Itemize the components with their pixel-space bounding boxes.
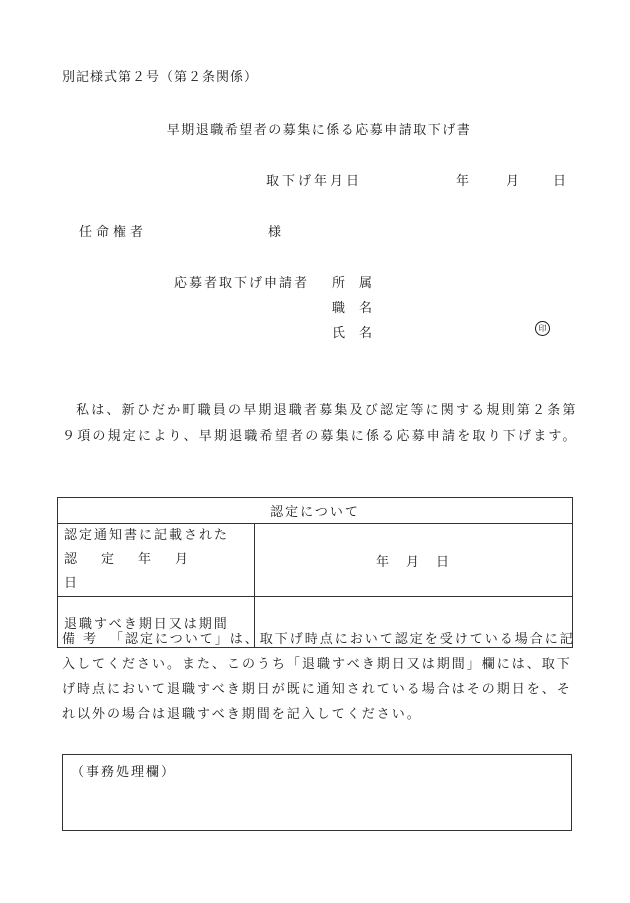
applicant-label: 応募者取下げ申請者 [174, 276, 310, 291]
certification-date-label-line2: 認定年月日 [64, 552, 213, 591]
date-day-label: 日 [553, 174, 567, 189]
addressee-honorific: 様 [268, 225, 282, 240]
name-label: 氏名 [332, 326, 387, 341]
certification-date-label-line1: 認定通知書に記載された [64, 528, 230, 543]
withdrawal-date-label: 取下げ年月日 [266, 174, 363, 189]
retirement-date-label: 退職すべき期日又は期間 [58, 597, 255, 648]
office-use-box [62, 754, 572, 831]
document-title: 早期退職希望者の募集に係る応募申請取下げ書 [166, 123, 472, 138]
certification-date-value: 年 月 日 [255, 524, 573, 597]
position-label: 職名 [332, 301, 387, 316]
seal-icon: 印 [535, 321, 550, 336]
date-month-label: 月 [506, 174, 520, 189]
notes-text: 「認定について」は、取下げ時点において認定を受けている場合に記入してください。また、このうち「退職すべき期日又は期間」欄には、取下げ時点において退職すべき期日が既に通知されている場合はその期日を、それ以外の場合は退職すべき期間を記入してください。 [62, 632, 575, 722]
certification-date-label [58, 524, 255, 597]
form-number: 別記様式第２号（第２条関係） [62, 70, 259, 85]
certification-table-header: 認定について [58, 498, 573, 524]
date-year-label: 年 [456, 174, 470, 189]
declaration-text: 私は、新ひだか町職員の早期退職者募集及び認定等に関する規則第２条第９項の規定により、早期退職希望者の募集に係る応募申請を取り下げます。 [62, 403, 578, 444]
affiliation-label: 所属 [332, 276, 387, 291]
addressee-label: 任命権者 [79, 225, 148, 240]
certification-table [57, 497, 573, 648]
notes-label: 備考 [62, 632, 105, 647]
office-use-label: （事務処理欄） [71, 765, 177, 780]
notes-section [62, 627, 578, 727]
